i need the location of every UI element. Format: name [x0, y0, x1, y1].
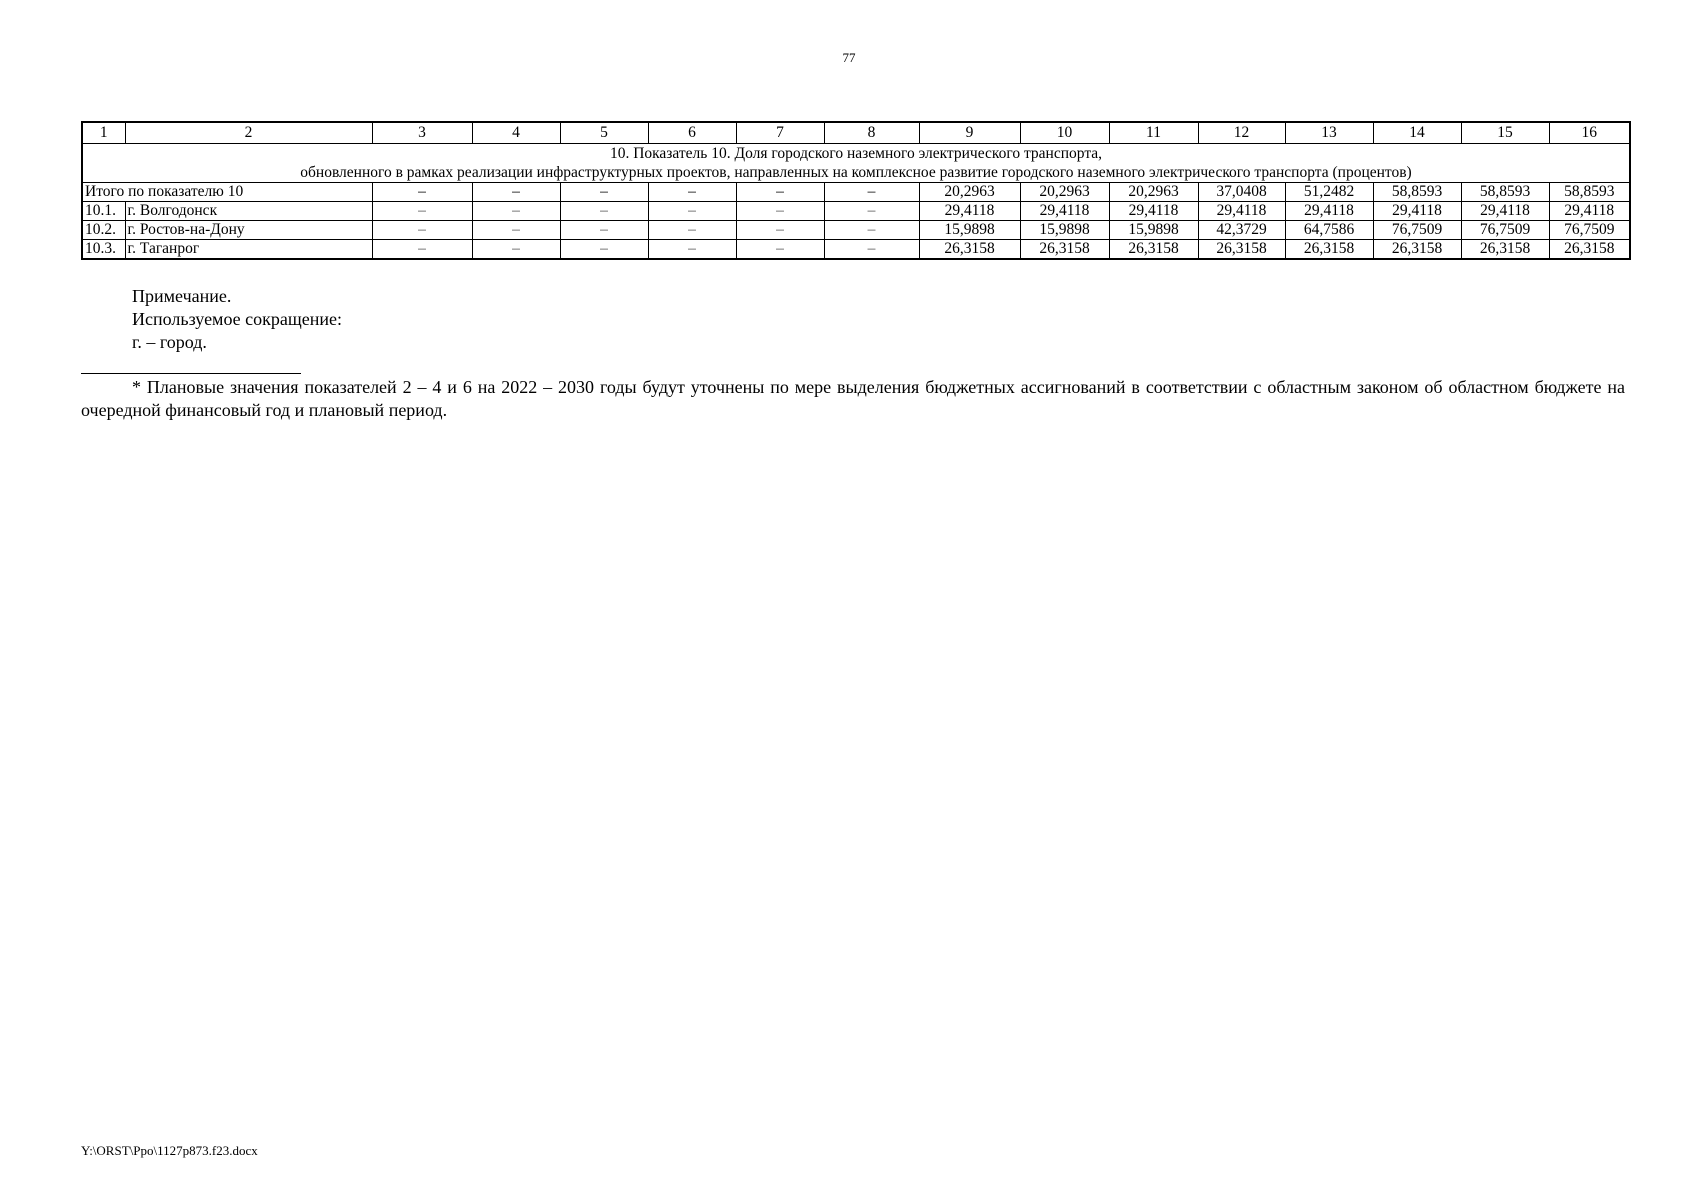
header-cell: 1 [82, 122, 125, 144]
table-cell: 29,4118 [1549, 202, 1630, 221]
total-row [82, 183, 1630, 202]
table-header-row [82, 122, 1630, 144]
row-number: 10.3. [82, 240, 125, 260]
table-cell: 58,8593 [1549, 183, 1630, 202]
header-cell: 4 [472, 122, 560, 144]
header-cell: 10 [1020, 122, 1109, 144]
table-cell: 20,2963 [1109, 183, 1198, 202]
abbrev-heading: Используемое сокращение: [132, 309, 342, 329]
section-title-cell [82, 144, 1630, 183]
row-number: 10.2. [82, 221, 125, 240]
table-cell: 15,9898 [1109, 221, 1198, 240]
table-cell: – [472, 240, 560, 260]
table-row [82, 240, 1630, 260]
file-path: Y:\ORST\Ppo\1127p873.f23.docx [81, 1143, 258, 1158]
table-cell: – [648, 221, 736, 240]
table-cell: 26,3158 [1285, 240, 1373, 260]
table-cell: 76,7509 [1549, 221, 1630, 240]
table-cell: – [372, 221, 472, 240]
table-cell: – [472, 202, 560, 221]
notes-block [132, 285, 342, 354]
table-cell: – [372, 183, 472, 202]
table-cell: – [472, 183, 560, 202]
table-cell: 26,3158 [1198, 240, 1285, 260]
table-cell: 29,4118 [919, 202, 1020, 221]
row-number: 10.1. [82, 202, 125, 221]
table-cell: 26,3158 [1109, 240, 1198, 260]
table-cell: – [560, 183, 648, 202]
header-cell: 15 [1461, 122, 1549, 144]
table-cell: 58,8593 [1461, 183, 1549, 202]
row-name: г. Таганрог [125, 240, 372, 260]
table-cell: – [648, 202, 736, 221]
header-cell: 13 [1285, 122, 1373, 144]
header-cell: 9 [919, 122, 1020, 144]
table-cell: 51,2482 [1285, 183, 1373, 202]
page-number: 77 [842, 50, 856, 65]
table-cell: – [472, 221, 560, 240]
table-cell: – [824, 240, 919, 260]
table-cell: 29,4118 [1020, 202, 1109, 221]
header-cell: 14 [1373, 122, 1461, 144]
row-name: г. Волгодонск [125, 202, 372, 221]
footnote: * Плановые значения показателей 2 – 4 и 6 на 2022 – 2030 годы будут уточнены по мере выделения бюджетных ассигнований в соответствии с областным законом об областном бюджете на очередной финансовый год и плановый период. [81, 377, 1625, 420]
table-cell: – [736, 240, 824, 260]
table-cell: 29,4118 [1109, 202, 1198, 221]
table-cell: 26,3158 [1373, 240, 1461, 260]
notes-title: Примечание. [132, 286, 232, 306]
table-cell: 26,3158 [1461, 240, 1549, 260]
table-cell: – [648, 240, 736, 260]
section-title-row [82, 144, 1630, 183]
table-cell: – [736, 183, 824, 202]
table-cell: 26,3158 [919, 240, 1020, 260]
table-cell: – [372, 202, 472, 221]
abbrev-item: г. – город. [132, 332, 207, 352]
table-cell: 15,9898 [919, 221, 1020, 240]
header-cell: 2 [125, 122, 372, 144]
total-row-label: Итого по показателю 10 [82, 183, 372, 202]
table-cell: – [648, 183, 736, 202]
table-cell: 76,7509 [1461, 221, 1549, 240]
table-cell: 37,0408 [1198, 183, 1285, 202]
table-cell: – [372, 240, 472, 260]
table-cell: 29,4118 [1461, 202, 1549, 221]
header-cell: 7 [736, 122, 824, 144]
table-cell: 64,7586 [1285, 221, 1373, 240]
table-cell: 42,3729 [1198, 221, 1285, 240]
table-cell: – [824, 183, 919, 202]
table-cell: 29,4118 [1198, 202, 1285, 221]
header-cell: 11 [1109, 122, 1198, 144]
section-title-line: 10. Показатель 10. Доля городского наземного электрического транспорта, [609, 145, 1103, 162]
table-cell: 26,3158 [1549, 240, 1630, 260]
table-cell: – [560, 240, 648, 260]
indicator-table [81, 121, 1631, 260]
table-cell: 20,2963 [919, 183, 1020, 202]
header-cell: 6 [648, 122, 736, 144]
table-cell: 29,4118 [1285, 202, 1373, 221]
header-cell: 3 [372, 122, 472, 144]
table-cell: 15,9898 [1020, 221, 1109, 240]
table-cell: 26,3158 [1020, 240, 1109, 260]
table-cell: – [824, 221, 919, 240]
table-cell: – [824, 202, 919, 221]
header-cell: 5 [560, 122, 648, 144]
header-cell: 12 [1198, 122, 1285, 144]
row-name: г. Ростов-на-Дону [125, 221, 372, 240]
header-cell: 16 [1549, 122, 1630, 144]
footnote-separator [81, 373, 301, 374]
table-cell: 29,4118 [1373, 202, 1461, 221]
table-cell: 76,7509 [1373, 221, 1461, 240]
section-title-line: обновленного в рамках реализации инфраструктурных проектов, направленных на комплексное развитие городского наземного электрического транспорта (процентов) [300, 164, 1412, 181]
table-cell: 58,8593 [1373, 183, 1461, 202]
header-cell: 8 [824, 122, 919, 144]
table-cell: – [736, 221, 824, 240]
table-row [82, 221, 1630, 240]
table-cell: – [560, 221, 648, 240]
table-cell: – [560, 202, 648, 221]
table-row [82, 202, 1630, 221]
table-cell: – [736, 202, 824, 221]
table-cell: 20,2963 [1020, 183, 1109, 202]
